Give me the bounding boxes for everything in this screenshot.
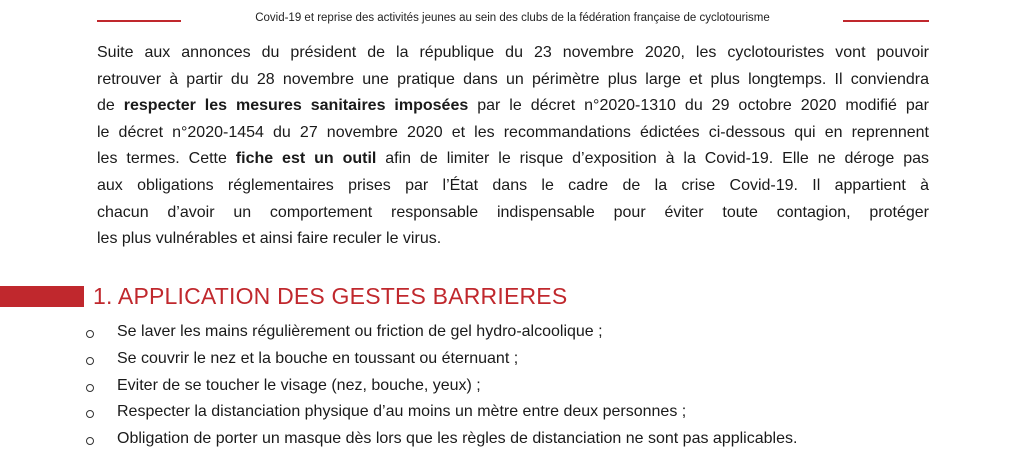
intro-line [97,226,929,253]
header-rule-right [843,20,929,22]
list-item [0,375,1024,402]
bullet-circle-icon [86,330,94,338]
intro-text: retrouver à partir du 28 novembre une pratique dans un périmètre plus large et plus longtemps. Il conviendra [97,70,929,88]
intro-line [97,173,929,200]
bullet-circle-icon [86,384,94,392]
list-item-text: Se laver les mains régulièrement ou friction de gel hydro-alcoolique ; [117,323,603,340]
list-item [0,321,1024,348]
bullet-list [0,321,1024,455]
intro-line [97,146,929,173]
list-item [0,428,1024,455]
bullet-circle-icon [86,357,94,365]
section-accent-bar [0,286,84,307]
intro-text: afin de limiter le risque d’exposition à la Covid-19. Elle ne déroge pas [376,150,930,168]
intro-line [97,120,929,147]
intro-text: chacun d’avoir un comportement responsable indispensable pour éviter toute contagion, protéger [97,203,929,221]
header-rule-left [97,20,181,22]
bullet-circle-icon [86,410,94,418]
intro-text: Suite aux annonces du président de la république du 23 novembre 2020, les cyclotouristes vont pouvoir [97,44,929,61]
list-item-text: Obligation de porter un masque dès lors que les règles de distanciation ne sont pas applicables. [117,430,798,448]
section-title: 1. APPLICATION DES GESTES BARRIERES [93,283,568,309]
bullet-circle-icon [86,437,94,445]
intro-paragraph [97,40,929,253]
intro-text: les plus vulnérables et ainsi faire reculer le virus. [97,230,442,248]
intro-text: de [97,97,124,115]
intro-text: les termes. Cette [97,150,236,168]
intro-line [97,67,929,94]
intro-bold-text: respecter les mesures sanitaires imposées [123,97,469,115]
list-item [0,348,1024,375]
intro-text: le décret n°2020-1454 du 27 novembre 2020 et les recommandations édictées ci-dessous qui en reprennent [97,123,929,141]
intro-bold-text: fiche est un outil [235,150,377,168]
intro-line [97,93,929,120]
intro-text: par le décret n°2020-1310 du 29 octobre 2020 modifié par [468,97,929,115]
page-header [0,11,1024,31]
list-item-text: Se couvrir le nez et la bouche en toussant ou éternuant ; [117,349,519,367]
intro-line [97,40,929,67]
header-title: Covid-19 et reprise des activités jeunes au sein des clubs de la fédération française de cyclotourisme [255,12,770,24]
list-item-text: Respecter la distanciation physique d’au moins un mètre entre deux personnes ; [117,403,687,421]
intro-text: aux obligations réglementaires prises par l’État dans le cadre de la crise Covid-19. Il appartient à [97,176,929,194]
list-item [0,401,1024,428]
intro-line [97,200,929,227]
list-item-text: Eviter de se toucher le visage (nez, bouche, yeux) ; [117,376,481,394]
